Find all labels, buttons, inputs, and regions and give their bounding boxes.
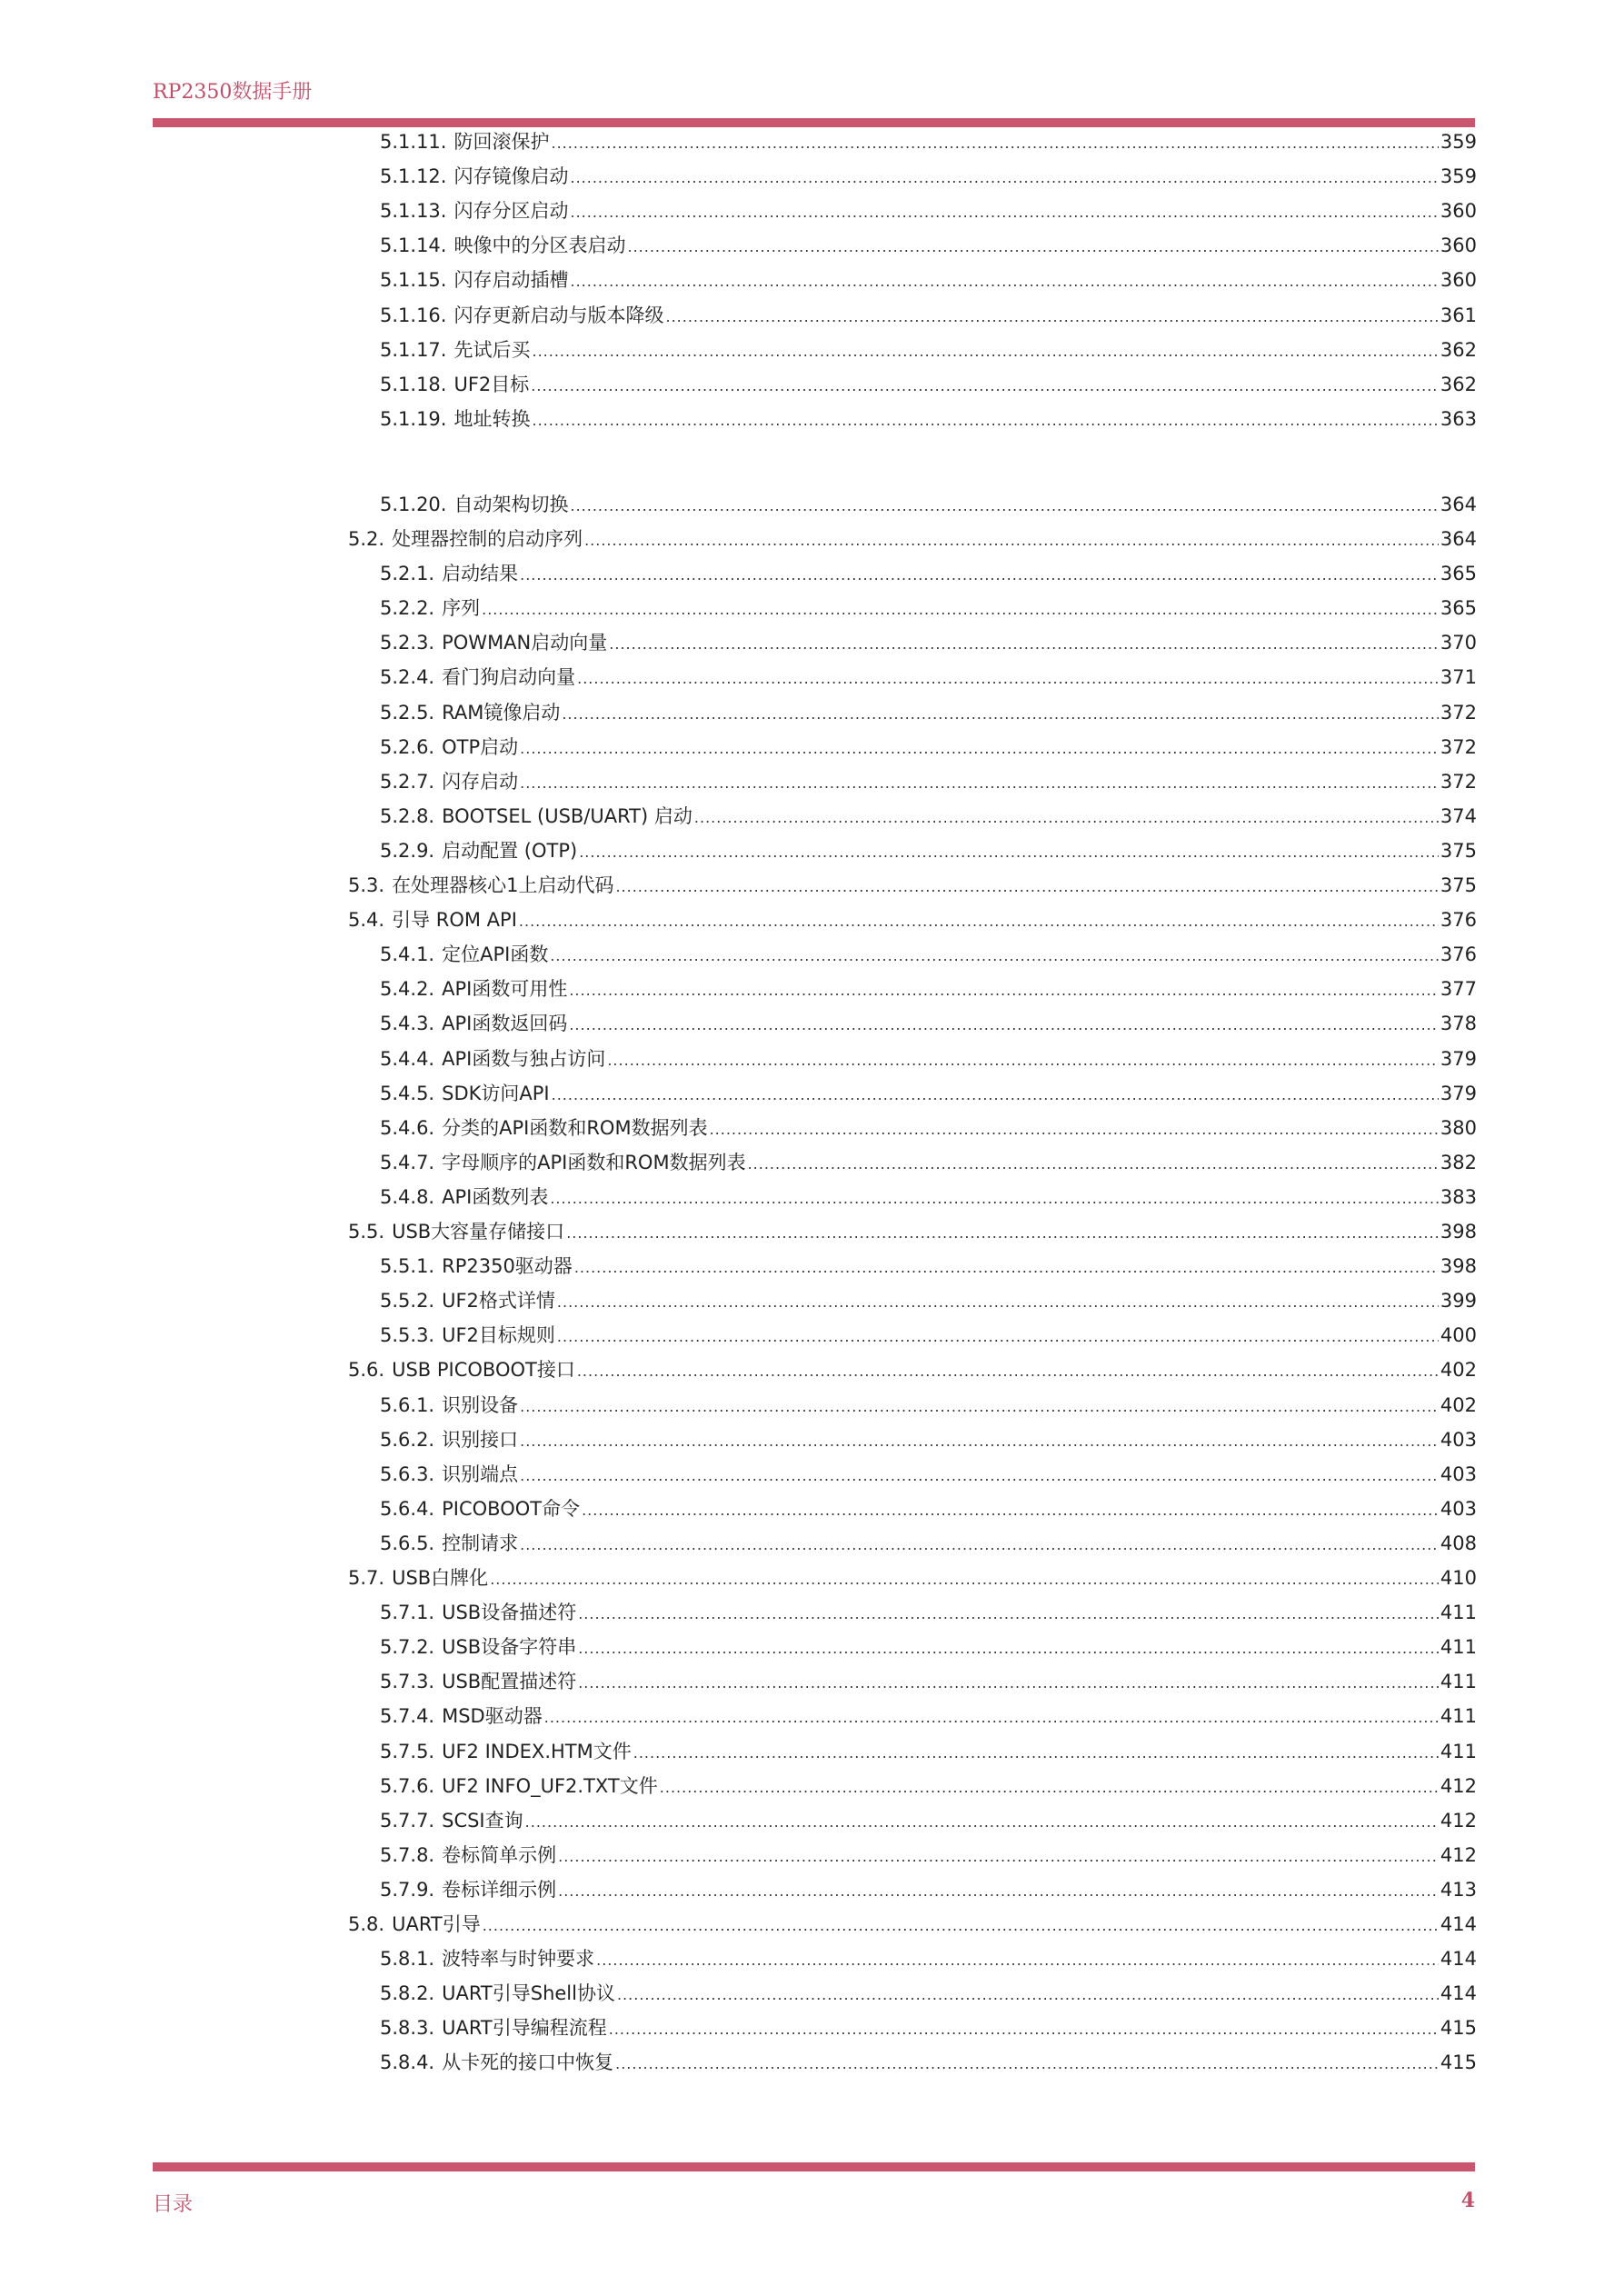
dot-leader xyxy=(579,839,1439,866)
toc-entry-title: 闪存更新启动与版本降级 xyxy=(453,304,664,326)
toc-entry-page: 362 xyxy=(1440,338,1477,361)
toc-entry-title: RAM镜像启动 xyxy=(442,701,561,724)
toc-entry-page: 403 xyxy=(1440,1497,1477,1520)
toc-entry[interactable] xyxy=(380,1495,1477,1522)
toc-entry-page: 360 xyxy=(1440,200,1477,223)
toc-entry[interactable] xyxy=(380,2014,1477,2041)
toc-entry-title: MSD驱动器 xyxy=(442,1705,543,1728)
toc-entry[interactable] xyxy=(348,872,1477,899)
dot-leader xyxy=(525,1809,1439,1836)
toc-entry-page: 411 xyxy=(1440,1671,1477,1693)
toc-entry-page: 378 xyxy=(1440,1013,1477,1035)
dot-leader xyxy=(520,1428,1439,1455)
toc-entry[interactable] xyxy=(380,302,1477,329)
toc-entry-page: 400 xyxy=(1440,1324,1477,1347)
toc-entry-page: 402 xyxy=(1440,1359,1477,1382)
toc-entry-title: 防回滚保护 xyxy=(453,131,550,153)
dot-leader xyxy=(520,770,1439,797)
toc-entry-page: 372 xyxy=(1440,735,1477,758)
toc-entry-title: 分类的API函数和ROM数据列表 xyxy=(442,1116,708,1139)
toc-entry-page: 380 xyxy=(1440,1116,1477,1139)
dot-leader xyxy=(596,1947,1439,1974)
toc-entry-title: 闪存启动插槽 xyxy=(453,269,569,292)
toc-entry-title: 启动配置 (OTP) xyxy=(442,839,578,862)
dot-leader xyxy=(584,527,1439,554)
toc-entry-title: 从卡死的接口中恢复 xyxy=(442,2051,614,2074)
dot-leader xyxy=(569,1012,1439,1039)
toc-entry-number: 5.6.3. xyxy=(380,1462,435,1485)
toc-entry-title: 卷标简单示例 xyxy=(442,1843,557,1866)
toc-entry[interactable] xyxy=(380,163,1477,190)
toc-entry-title: 先试后买 xyxy=(453,338,531,361)
dot-leader xyxy=(582,1497,1439,1524)
toc-entry-number: 5.2.2. xyxy=(380,597,435,620)
toc-entry-page: 403 xyxy=(1440,1428,1477,1451)
toc-entry-title: SCSI查询 xyxy=(442,1809,523,1832)
toc-entry-number: 5.1.18. xyxy=(380,373,447,395)
toc-entry-number: 5.5. xyxy=(348,1221,385,1243)
toc-entry-number: 5.1.17. xyxy=(380,338,447,361)
toc-entry-page: 375 xyxy=(1440,874,1477,896)
toc-entry-title: 闪存分区启动 xyxy=(453,200,569,223)
toc-entry[interactable] xyxy=(380,1668,1477,1695)
toc-entry-number: 5.1.15. xyxy=(380,269,447,292)
dot-leader xyxy=(633,1740,1439,1767)
toc-entry-number: 5.7.5. xyxy=(380,1740,435,1762)
toc-entry[interactable] xyxy=(380,1183,1477,1211)
toc-entry-page: 414 xyxy=(1440,1948,1477,1971)
toc-entry-page: 402 xyxy=(1440,1393,1477,1416)
toc-entry-title: UART引导Shell协议 xyxy=(442,1982,615,2005)
toc-entry[interactable] xyxy=(380,1149,1477,1176)
toc-entry-number: 5.2. xyxy=(348,528,385,550)
toc-entry-number: 5.7.1. xyxy=(380,1602,435,1624)
toc-entry-number: 5.8.4. xyxy=(380,2051,435,2074)
toc-entry-page: 375 xyxy=(1440,839,1477,862)
toc-entry[interactable] xyxy=(380,1461,1477,1488)
dot-leader xyxy=(609,2016,1439,2043)
toc-entry-number: 5.6. xyxy=(348,1359,385,1382)
toc-entry-number: 5.1.12. xyxy=(380,165,447,188)
toc-entry-page: 411 xyxy=(1440,1602,1477,1624)
footer-rule xyxy=(153,2162,1475,2171)
toc-entry[interactable] xyxy=(348,1911,1477,1938)
toc-entry-page: 403 xyxy=(1440,1462,1477,1485)
toc-entry-title: USB配置描述符 xyxy=(442,1671,577,1693)
dot-leader xyxy=(609,631,1439,658)
toc-entry[interactable] xyxy=(380,1045,1477,1073)
toc-entry-page: 415 xyxy=(1440,2017,1477,2040)
dot-leader xyxy=(519,908,1439,935)
toc-entry[interactable] xyxy=(380,1114,1477,1142)
dot-leader xyxy=(550,943,1439,970)
toc-entry-number: 5.4.3. xyxy=(380,1013,435,1035)
toc-entry-number: 5.1.14. xyxy=(380,235,447,257)
dot-leader xyxy=(558,1878,1439,1905)
toc-entry-title: 识别端点 xyxy=(442,1462,519,1485)
toc-entry-page: 364 xyxy=(1440,528,1477,550)
dot-leader xyxy=(562,701,1439,728)
toc-entry-title: BOOTSEL (USB/UART) 启动 xyxy=(442,804,692,827)
toc-entry[interactable] xyxy=(380,664,1477,691)
toc-entry-page: 412 xyxy=(1440,1843,1477,1866)
toc-entry-page: 415 xyxy=(1440,2051,1477,2074)
toc-entry[interactable] xyxy=(380,1287,1477,1314)
dot-leader xyxy=(550,1185,1439,1213)
toc-entry-number: 5.2.8. xyxy=(380,804,435,827)
toc-entry-title: 识别设备 xyxy=(442,1393,519,1416)
dot-leader xyxy=(617,1982,1439,2009)
toc-entry-number: 5.4.2. xyxy=(380,978,435,1001)
dot-leader xyxy=(570,199,1438,226)
toc-entry[interactable] xyxy=(380,266,1477,294)
dot-leader xyxy=(578,1601,1439,1628)
toc-entry-number: 5.7. xyxy=(348,1567,385,1589)
toc-entry-title: USB设备字符串 xyxy=(442,1636,577,1659)
toc-entry-page: 408 xyxy=(1440,1532,1477,1554)
toc-entry-title: 控制请求 xyxy=(442,1532,519,1554)
toc-entry[interactable] xyxy=(380,1010,1477,1037)
toc-entry-number: 5.1.20. xyxy=(380,493,447,515)
toc-entry-title: API函数与独占访问 xyxy=(442,1047,606,1070)
dot-leader xyxy=(577,665,1439,693)
toc-entry[interactable] xyxy=(380,1599,1477,1626)
toc-entry-title: 识别接口 xyxy=(442,1428,519,1451)
toc-entry-title: UF2目标规则 xyxy=(442,1324,555,1347)
toc-entry-title: UF2 INFO_UF2.TXT文件 xyxy=(442,1774,658,1797)
toc-entry-title: UF2格式详情 xyxy=(442,1290,555,1313)
toc-entry-title: 启动结果 xyxy=(442,563,519,585)
toc-entry-page: 372 xyxy=(1440,701,1477,724)
toc-entry[interactable] xyxy=(380,1842,1477,1869)
toc-entry[interactable] xyxy=(380,699,1477,726)
toc-entry[interactable] xyxy=(380,803,1477,830)
toc-entry-page: 360 xyxy=(1440,269,1477,292)
toc-entry-title: 引导 ROM API xyxy=(392,909,517,932)
toc-entry[interactable] xyxy=(380,232,1477,259)
dot-leader xyxy=(531,373,1439,400)
toc-entry-title: 定位API函数 xyxy=(442,943,549,966)
toc-entry-page: 370 xyxy=(1440,632,1477,654)
toc-entry-page: 398 xyxy=(1440,1221,1477,1243)
toc-entry-title: 卷标详细示例 xyxy=(442,1878,557,1901)
toc-entry[interactable] xyxy=(380,1633,1477,1661)
dot-leader xyxy=(570,165,1438,192)
dot-leader xyxy=(607,1047,1439,1074)
dot-leader xyxy=(558,1843,1439,1871)
toc-entry-title: USB设备描述符 xyxy=(442,1602,577,1624)
toc-entry-title: SDK访问API xyxy=(442,1082,550,1104)
toc-entry[interactable] xyxy=(380,768,1477,795)
dot-leader xyxy=(627,234,1438,261)
toc-entry-number: 5.1.11. xyxy=(380,131,447,153)
dot-leader xyxy=(551,130,1438,157)
toc-entry-number: 5.8. xyxy=(348,1913,385,1935)
dot-leader xyxy=(660,1774,1439,1802)
dot-leader xyxy=(520,1393,1439,1421)
toc-entry-page: 374 xyxy=(1440,804,1477,827)
toc-entry-number: 5.7.9. xyxy=(380,1878,435,1901)
dot-leader xyxy=(577,1358,1439,1385)
toc-entry[interactable] xyxy=(380,1772,1477,1800)
toc-entry-title: PICOBOOT命令 xyxy=(442,1497,581,1520)
toc-entry-number: 5.4.4. xyxy=(380,1047,435,1070)
dot-leader xyxy=(532,407,1438,434)
toc-entry[interactable] xyxy=(380,1702,1477,1730)
dot-leader xyxy=(748,1151,1439,1178)
document-title: RP2350数据手册 xyxy=(153,81,313,104)
dot-leader xyxy=(570,268,1438,295)
toc-entry-page: 379 xyxy=(1440,1047,1477,1070)
dot-leader xyxy=(694,804,1439,832)
toc-entry-page: 359 xyxy=(1440,165,1477,188)
toc-entry[interactable] xyxy=(348,1218,1477,1245)
toc-entry-page: 411 xyxy=(1440,1740,1477,1762)
toc-entry-page: 365 xyxy=(1440,597,1477,620)
dot-leader xyxy=(520,1462,1439,1490)
toc-entry-number: 5.8.2. xyxy=(380,1982,435,2005)
toc-entry-number: 5.4.8. xyxy=(380,1185,435,1208)
toc-entry[interactable] xyxy=(348,525,1477,553)
toc-entry[interactable] xyxy=(380,1807,1477,1834)
toc-entry[interactable] xyxy=(380,1530,1477,1557)
toc-entry[interactable] xyxy=(380,491,1477,518)
toc-entry-page: 379 xyxy=(1440,1082,1477,1104)
toc-entry-number: 5.7.6. xyxy=(380,1774,435,1797)
dot-leader xyxy=(520,562,1439,589)
toc-entry[interactable] xyxy=(380,975,1477,1003)
dot-leader xyxy=(665,304,1438,331)
toc-entry-number: 5.7.3. xyxy=(380,1671,435,1693)
toc-entry-page: 383 xyxy=(1440,1185,1477,1208)
toc-entry[interactable] xyxy=(380,1080,1477,1107)
toc-entry-page: 364 xyxy=(1440,493,1477,515)
dot-leader xyxy=(490,1566,1439,1593)
toc-entry-number: 5.8.1. xyxy=(380,1948,435,1971)
toc-entry-page: 372 xyxy=(1440,770,1477,793)
toc-entry[interactable] xyxy=(380,1945,1477,1972)
toc-entry-title: USB大容量存储接口 xyxy=(392,1221,565,1243)
dot-leader xyxy=(570,493,1438,520)
toc-entry[interactable] xyxy=(380,1426,1477,1453)
dot-leader xyxy=(482,596,1439,624)
toc-entry-title: API函数返回码 xyxy=(442,1013,568,1035)
toc-entry-title: 看门狗启动向量 xyxy=(442,666,576,689)
toc-entry-page: 412 xyxy=(1440,1774,1477,1797)
toc-entry-number: 5.1.13. xyxy=(380,200,447,223)
toc-entry-page: 361 xyxy=(1440,304,1477,326)
toc-entry[interactable] xyxy=(380,1980,1477,2007)
toc-entry[interactable] xyxy=(380,1738,1477,1765)
toc-entry-title: 闪存镜像启动 xyxy=(453,165,569,188)
toc-entry-title: 闪存启动 xyxy=(442,770,519,793)
toc-entry-number: 5.2.3. xyxy=(380,632,435,654)
toc-entry[interactable] xyxy=(380,128,1477,155)
toc-entry-number: 5.8.3. xyxy=(380,2017,435,2040)
toc-entry[interactable] xyxy=(380,1392,1477,1419)
toc-entry-title: 在处理器核心1上启动代码 xyxy=(392,874,614,896)
toc-entry-page: 365 xyxy=(1440,563,1477,585)
toc-entry-number: 5.6.2. xyxy=(380,1428,435,1451)
toc-entry[interactable] xyxy=(380,560,1477,587)
toc-entry-page: 413 xyxy=(1440,1878,1477,1901)
toc-entry-number: 5.2.6. xyxy=(380,735,435,758)
toc-entry-number: 5.5.1. xyxy=(380,1255,435,1278)
toc-entry[interactable] xyxy=(380,629,1477,656)
toc-entry-page: 411 xyxy=(1440,1705,1477,1728)
toc-entry-number: 5.7.8. xyxy=(380,1843,435,1866)
toc-entry[interactable] xyxy=(380,1322,1477,1349)
toc-entry-page: 414 xyxy=(1440,1913,1477,1935)
toc-entry-number: 5.7.2. xyxy=(380,1636,435,1659)
toc-entry-page: 362 xyxy=(1440,373,1477,395)
toc-entry-title: 序列 xyxy=(442,597,481,620)
toc-entry-number: 5.1.19. xyxy=(380,407,447,430)
toc-entry-number: 5.2.9. xyxy=(380,839,435,862)
dot-leader xyxy=(520,735,1439,763)
toc-entry-title: API函数可用性 xyxy=(442,978,568,1001)
toc-entry-number: 5.7.4. xyxy=(380,1705,435,1728)
toc-entry-number: 5.6.5. xyxy=(380,1532,435,1554)
toc-entry[interactable] xyxy=(380,197,1477,225)
toc-entry-title: 字母顺序的API函数和ROM数据列表 xyxy=(442,1151,746,1173)
footer-page-number: 4 xyxy=(1460,2189,1475,2212)
toc-entry-page: 399 xyxy=(1440,1290,1477,1313)
dot-leader xyxy=(520,1532,1439,1559)
toc-entry[interactable] xyxy=(380,837,1477,864)
dot-leader xyxy=(557,1289,1439,1316)
toc-entry[interactable] xyxy=(380,371,1477,398)
toc-entry[interactable] xyxy=(348,906,1477,933)
toc-entry-number: 5.2.7. xyxy=(380,770,435,793)
toc-entry-title: 处理器控制的启动序列 xyxy=(392,528,583,550)
dot-leader xyxy=(552,1082,1439,1109)
toc-entry-page: 376 xyxy=(1440,943,1477,966)
toc-entry-number: 5.2.1. xyxy=(380,563,435,585)
dot-leader xyxy=(483,1912,1439,1940)
toc-entry-title: USB白牌化 xyxy=(392,1567,489,1589)
toc-entry-title: 地址转换 xyxy=(453,407,531,430)
footer-section-label: 目录 xyxy=(153,2193,194,2216)
dot-leader xyxy=(578,1635,1439,1662)
toc-entry-number: 5.6.1. xyxy=(380,1393,435,1416)
toc-entry-page: 371 xyxy=(1440,666,1477,689)
toc-entry-number: 5.5.2. xyxy=(380,1290,435,1313)
toc-entry-title: UF2 INDEX.HTM文件 xyxy=(442,1740,632,1762)
toc-entry[interactable] xyxy=(380,734,1477,761)
toc-entry-title: 映像中的分区表启动 xyxy=(453,235,626,257)
dot-leader xyxy=(615,873,1438,901)
dot-leader xyxy=(574,1254,1439,1282)
toc-entry-page: 363 xyxy=(1440,407,1477,430)
dot-leader xyxy=(566,1220,1439,1247)
dot-leader xyxy=(569,977,1439,1004)
toc-entry[interactable] xyxy=(380,405,1477,433)
toc-entry-page: 376 xyxy=(1440,909,1477,932)
toc-entry-page: 377 xyxy=(1440,978,1477,1001)
toc-entry[interactable] xyxy=(380,336,1477,364)
toc-entry-page: 359 xyxy=(1440,131,1477,153)
toc-entry-number: 5.1.16. xyxy=(380,304,447,326)
toc-entry[interactable] xyxy=(380,1876,1477,1903)
toc-entry[interactable] xyxy=(380,2049,1477,2076)
toc-entry-title: UART引导 xyxy=(392,1913,481,1935)
toc-entry-title: UF2目标 xyxy=(453,373,530,395)
toc-entry-page: 360 xyxy=(1440,235,1477,257)
toc-entry[interactable] xyxy=(380,1253,1477,1280)
dot-leader xyxy=(710,1116,1439,1143)
toc-entry-page: 410 xyxy=(1440,1567,1477,1589)
dot-leader xyxy=(615,2051,1439,2078)
toc-entry-number: 5.5.3. xyxy=(380,1324,435,1347)
toc-entry-number: 5.4.5. xyxy=(380,1082,435,1104)
toc-entry-title: USB PICOBOOT接口 xyxy=(392,1359,575,1382)
dot-leader xyxy=(578,1670,1439,1697)
toc-entry-page: 412 xyxy=(1440,1809,1477,1832)
toc-entry-title: 波特率与时钟要求 xyxy=(442,1948,595,1971)
toc-entry-page: 411 xyxy=(1440,1636,1477,1659)
toc-entry-title: RP2350驱动器 xyxy=(442,1255,573,1278)
toc-entry[interactable] xyxy=(380,594,1477,622)
toc-entry-number: 5.7.7. xyxy=(380,1809,435,1832)
toc-entry-number: 5.4.1. xyxy=(380,943,435,966)
toc-entry-number: 5.4.6. xyxy=(380,1116,435,1139)
toc-entry-number: 5.4.7. xyxy=(380,1151,435,1173)
toc-entry-page: 398 xyxy=(1440,1255,1477,1278)
toc-entry-number: 5.4. xyxy=(348,909,385,932)
header-rule xyxy=(153,118,1475,127)
toc-entry-title: POWMAN启动向量 xyxy=(442,632,608,654)
toc-entry-title: API函数列表 xyxy=(442,1185,549,1208)
dot-leader xyxy=(557,1323,1439,1351)
toc-entry-title: 自动架构切换 xyxy=(453,493,569,515)
dot-leader xyxy=(532,338,1438,365)
toc-entry-number: 5.2.4. xyxy=(380,666,435,689)
toc-entry[interactable] xyxy=(348,1356,1477,1383)
toc-entry[interactable] xyxy=(348,1564,1477,1592)
dot-leader xyxy=(544,1704,1439,1732)
toc-entry-page: 382 xyxy=(1440,1151,1477,1173)
toc-entry-number: 5.3. xyxy=(348,874,385,896)
toc-entry[interactable] xyxy=(380,941,1477,968)
toc-entry-page: 414 xyxy=(1440,1982,1477,2005)
toc-entry-title: UART引导编程流程 xyxy=(442,2017,607,2040)
toc-entry-title: OTP启动 xyxy=(442,735,519,758)
toc-entry-number: 5.6.4. xyxy=(380,1497,435,1520)
toc-entry-number: 5.2.5. xyxy=(380,701,435,724)
